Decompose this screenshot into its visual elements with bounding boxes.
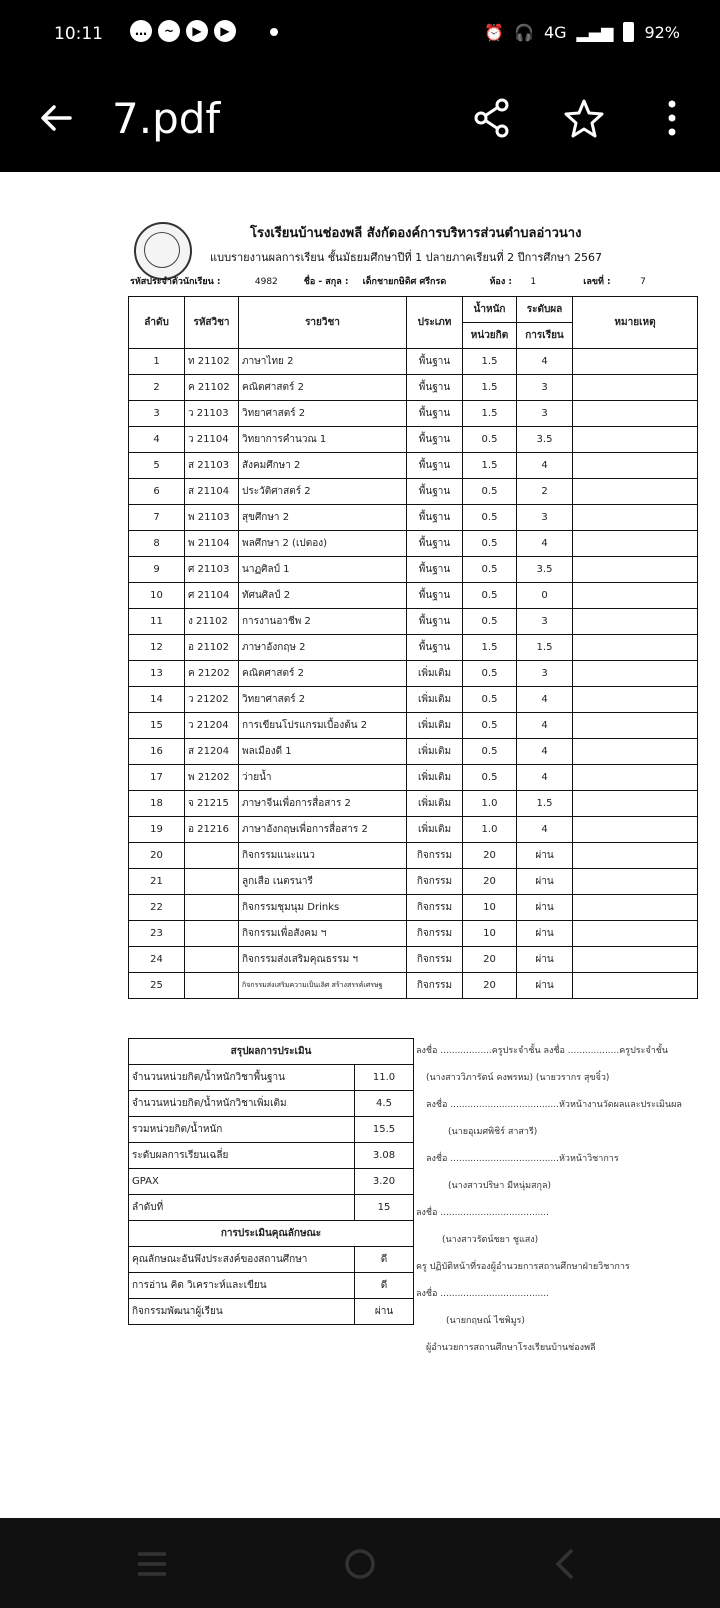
table-row [129,427,698,453]
header-weight: น้ำหนัก [463,297,517,323]
student-info [130,274,646,288]
cell-type: พื้นฐาน [407,531,463,557]
cell-type: เพิ่มเติม [407,817,463,843]
cell-credit: 0.5 [463,713,517,739]
cell-code [185,869,239,895]
cell-subject: ภาษาอังกฤษเพื่อการสื่อสาร 2 [239,817,407,843]
trait-value: ดี [355,1247,414,1273]
table-row [129,375,698,401]
cell-no: 9 [129,557,185,583]
signature-line: (นายอุเมศพิชิร์ สาสารี) [448,1127,538,1137]
battery-icon [623,22,634,42]
cell-no: 15 [129,713,185,739]
cell-code [185,973,239,999]
cell-remark [573,869,698,895]
play-icon: ▶ [214,20,236,42]
cell-remark [573,765,698,791]
share-icon[interactable] [470,96,514,140]
cell-code: ว 21202 [185,687,239,713]
table-row [129,973,698,999]
cell-subject: พลศึกษา 2 (เปตอง) [239,531,407,557]
cell-type: เพิ่มเติม [407,739,463,765]
signature-block [416,1038,706,1362]
summary-value: 15 [355,1195,414,1221]
cell-remark [573,817,698,843]
headset-icon: 🎧 [514,22,534,42]
summary-value: 3.20 [355,1169,414,1195]
recent-apps-icon[interactable] [130,1542,174,1586]
summary-label: จำนวนหน่วยกิต/น้ำหนักวิชาพื้นฐาน [129,1065,355,1091]
home-icon[interactable] [338,1542,382,1586]
name-label: ชื่อ - สกุล : [303,277,349,287]
cell-type: กิจกรรม [407,869,463,895]
room-value: 1 [530,277,537,287]
cell-grade: 4 [517,531,573,557]
cell-grade: 3.5 [517,427,573,453]
table-row [129,505,698,531]
cell-code: จ 21215 [185,791,239,817]
pdf-page[interactable] [0,172,720,1518]
table-row [129,635,698,661]
cell-code [185,895,239,921]
trait-value: ผ่าน [355,1299,414,1325]
cell-subject: กิจกรรมส่งเสริมคุณธรรม ฯ [239,947,407,973]
table-row [129,453,698,479]
student-name: เด็กชายกษิดิศ ศรีกรด [362,277,447,287]
cell-credit: 0.5 [463,505,517,531]
summary-table [128,1038,414,1325]
cell-grade: 1.5 [517,635,573,661]
student-id-label: รหัสประจำตัวนักเรียน : [130,277,221,287]
cell-subject: ทัศนศิลป์ 2 [239,583,407,609]
cell-subject: คณิตศาสตร์ 2 [239,661,407,687]
cell-type: เพิ่มเติม [407,661,463,687]
cell-credit: 1.0 [463,817,517,843]
cell-remark [573,921,698,947]
cell-no: 13 [129,661,185,687]
cell-no: 25 [129,973,185,999]
signature-line: ลงชื่อ ...................................... [416,1289,549,1299]
cell-no: 10 [129,583,185,609]
cell-remark [573,739,698,765]
cell-credit: 1.5 [463,401,517,427]
signature-line: (นางสาวรัตน์ชยา ชูแสง) [442,1235,539,1245]
cell-code: ค 21102 [185,375,239,401]
summary-value: 4.5 [355,1091,414,1117]
cell-remark [573,713,698,739]
cell-grade: 4 [517,817,573,843]
cell-credit: 10 [463,921,517,947]
cell-type: พื้นฐาน [407,505,463,531]
back-icon[interactable] [544,1542,588,1586]
cell-code [185,843,239,869]
table-row [129,817,698,843]
cell-subject: คณิตศาสตร์ 2 [239,375,407,401]
cell-grade: 4 [517,687,573,713]
school-logo [134,222,192,280]
cell-grade: 4 [517,713,573,739]
cell-remark [573,661,698,687]
signature-line: (นางสาววิภารัตน์ คงพรหม) (นายวรากร สุขจิ๋ว) [426,1073,610,1083]
cell-code: ส 21103 [185,453,239,479]
cell-type: กิจกรรม [407,843,463,869]
cell-no: 18 [129,791,185,817]
cell-code: ง 21102 [185,609,239,635]
cell-no: 4 [129,427,185,453]
cell-code [185,947,239,973]
cell-subject: การเขียนโปรแกรมเบื้องต้น 2 [239,713,407,739]
table-row [129,947,698,973]
status-time: 10:11 [54,24,103,44]
traits-title: การประเมินคุณลักษณะ [129,1221,414,1247]
cell-grade: ผ่าน [517,947,573,973]
cell-subject: ภาษาจีนเพื่อการสื่อสาร 2 [239,791,407,817]
cell-grade: 4 [517,765,573,791]
cell-grade: 3 [517,661,573,687]
cell-code: ส 21204 [185,739,239,765]
cell-grade: 4 [517,739,573,765]
cell-grade: ผ่าน [517,895,573,921]
table-row [129,765,698,791]
cell-code: พ 21202 [185,765,239,791]
cell-grade: ผ่าน [517,869,573,895]
cell-grade: 1.5 [517,791,573,817]
cell-remark [573,505,698,531]
cell-remark [573,635,698,661]
cell-no: 20 [129,843,185,869]
cell-subject: กิจกรรมส่งเสริมความเป็นเลิศ สร้างสรรค์เศรษฐ [239,973,407,999]
cell-code: ศ 21104 [185,583,239,609]
navigation-bar [0,1518,720,1608]
cell-code: ว 21204 [185,713,239,739]
summary-label: GPAX [129,1169,355,1195]
table-row [129,869,698,895]
cell-remark [573,479,698,505]
header-remark: หมายเหตุ [573,297,698,349]
cell-code: ว 21103 [185,401,239,427]
trait-label: กิจกรรมพัฒนาผู้เรียน [129,1299,355,1325]
cell-grade: 0 [517,583,573,609]
cell-credit: 20 [463,973,517,999]
cell-grade: 4 [517,453,573,479]
signature-line: ลงชื่อ ..................ครูประจำชั้น ลงชื่อ ..................ครูประจำชั้น [416,1046,669,1056]
cell-code: อ 21216 [185,817,239,843]
cell-remark [573,791,698,817]
header-type: ประเภท [407,297,463,349]
table-row [129,401,698,427]
summary-value: 3.08 [355,1143,414,1169]
cell-type: เพิ่มเติม [407,687,463,713]
cell-credit: 0.5 [463,661,517,687]
alarm-icon: ⏰ [484,22,505,42]
battery-level: 92% [644,22,680,42]
star-icon[interactable] [562,96,606,140]
cell-code: พ 21104 [185,531,239,557]
cell-credit: 0.5 [463,583,517,609]
cell-remark [573,609,698,635]
cell-no: 14 [129,687,185,713]
school-name: โรงเรียนบ้านช่องพลี สังกัดองค์การบริหารส่วนตำบลอ่าวนาง [250,226,582,241]
student-id: 4982 [254,277,278,287]
cell-subject: ภาษาอังกฤษ 2 [239,635,407,661]
table-row [129,791,698,817]
network-type: 4G [543,22,567,42]
cell-code: ค 21202 [185,661,239,687]
cell-subject: นาฏศิลป์ 1 [239,557,407,583]
cell-subject: วิทยาศาสตร์ 2 [239,687,407,713]
summary-value: 11.0 [355,1065,414,1091]
cell-subject: กิจกรรมชุมนุม Drinks [239,895,407,921]
report-title: แบบรายงานผลการเรียน ชั้นมัธยมศึกษาปีที่ 1 ปลายภาคเรียนที่ 2 ปีการศึกษา 2567 [210,251,602,264]
cell-type: กิจกรรม [407,973,463,999]
table-row [129,921,698,947]
cell-type: พื้นฐาน [407,375,463,401]
cell-code: ส 21104 [185,479,239,505]
cell-credit: 0.5 [463,531,517,557]
cell-credit: 0.5 [463,739,517,765]
table-row [129,661,698,687]
grades-table [128,296,698,999]
cell-subject: ว่ายน้ำ [239,765,407,791]
cell-credit: 1.5 [463,635,517,661]
cell-credit: 0.5 [463,557,517,583]
cell-remark [573,973,698,999]
table-row [129,739,698,765]
header-no: ลำดับ [129,297,185,349]
cell-no: 16 [129,739,185,765]
more-notifications-icon [270,28,278,36]
cell-grade: 3 [517,609,573,635]
table-row [129,843,698,869]
trait-label: การอ่าน คิด วิเคราะห์และเขียน [129,1273,355,1299]
signature-line: ผู้อำนวยการสถานศึกษาโรงเรียนบ้านช่องพลี [426,1343,596,1353]
trait-value: ดี [355,1273,414,1299]
cell-subject: พลเมืองดี 1 [239,739,407,765]
cell-subject: ลูกเสือ เนตรนารี [239,869,407,895]
cell-credit: 0.5 [463,479,517,505]
summary-label: ลำดับที่ [129,1195,355,1221]
table-row [129,531,698,557]
cell-type: พื้นฐาน [407,453,463,479]
signal-icon: ▂▄▆ [576,22,614,42]
cell-credit: 0.5 [463,427,517,453]
cell-type: เพิ่มเติม [407,791,463,817]
cell-no: 6 [129,479,185,505]
chat-bubble-icon: … [130,20,152,42]
cell-credit: 0.5 [463,765,517,791]
summary-title: สรุปผลการประเมิน [129,1039,414,1065]
notification-icons [130,20,236,42]
trait-label: คุณลักษณะอันพึงประสงค์ของสถานศึกษา [129,1247,355,1273]
signature-line: ลงชื่อ ......................................หัวหน้าวิชาการ [426,1154,619,1164]
cell-code [185,921,239,947]
cell-subject: สังคมศึกษา 2 [239,453,407,479]
signature-line: ลงชื่อ ...................................... [416,1208,549,1218]
app-bar [0,68,720,172]
status-bar [0,0,720,68]
cell-remark [573,895,698,921]
system-icons [484,22,680,42]
header-subject: รายวิชา [239,297,407,349]
cell-type: พื้นฐาน [407,635,463,661]
more-options-icon[interactable] [650,96,694,140]
summary-label: จำนวนหน่วยกิต/น้ำหนักวิชาเพิ่มเติม [129,1091,355,1117]
cell-code: พ 21103 [185,505,239,531]
header-code: รหัสวิชา [185,297,239,349]
cell-no: 22 [129,895,185,921]
cell-type: พื้นฐาน [407,557,463,583]
cell-credit: 1.5 [463,375,517,401]
cell-grade: 2 [517,479,573,505]
cell-subject: การงานอาชีพ 2 [239,609,407,635]
cell-type: พื้นฐาน [407,479,463,505]
cell-type: พื้นฐาน [407,401,463,427]
back-arrow-icon[interactable] [34,96,78,140]
cell-type: เพิ่มเติม [407,713,463,739]
cell-remark [573,401,698,427]
cell-code: อ 21102 [185,635,239,661]
cell-type: พื้นฐาน [407,427,463,453]
cell-credit: 20 [463,947,517,973]
cell-remark [573,375,698,401]
cell-code: ศ 21103 [185,557,239,583]
header-credit: หน่วยกิต [463,323,517,349]
cell-no: 3 [129,401,185,427]
cell-grade: ผ่าน [517,921,573,947]
cell-code: ท 21102 [185,349,239,375]
cell-remark [573,583,698,609]
signature-line: ครู ปฏิบัติหน้าที่รองผู้อำนวยการสถานศึกษาฝ่ายวิชาการ [416,1262,630,1272]
cell-type: พื้นฐาน [407,609,463,635]
signature-line: (นางสาวปริษา มีหนุ่มสกุล) [448,1181,552,1191]
cell-subject: ภาษาไทย 2 [239,349,407,375]
cell-type: เพิ่มเติม [407,765,463,791]
cell-credit: 1.5 [463,453,517,479]
cell-remark [573,843,698,869]
header-grade: ระดับผล [517,297,573,323]
table-row [129,557,698,583]
table-row [129,609,698,635]
table-row [129,349,698,375]
cell-no: 8 [129,531,185,557]
cell-credit: 20 [463,843,517,869]
cell-remark [573,947,698,973]
cell-subject: กิจกรรมแนะแนว [239,843,407,869]
cell-subject: กิจกรรมเพื่อสังคม ฯ [239,921,407,947]
cell-type: กิจกรรม [407,921,463,947]
cell-type: กิจกรรม [407,895,463,921]
cell-credit: 1.0 [463,791,517,817]
cell-remark [573,427,698,453]
cell-no: 7 [129,505,185,531]
cell-credit: 20 [463,869,517,895]
cell-no: 12 [129,635,185,661]
number-label: เลขที่ : [583,277,611,287]
cell-remark [573,349,698,375]
cell-grade: ผ่าน [517,973,573,999]
number-value: 7 [640,277,646,287]
cell-credit: 1.5 [463,349,517,375]
cell-type: พื้นฐาน [407,583,463,609]
cell-no: 21 [129,869,185,895]
cell-no: 11 [129,609,185,635]
cell-credit: 0.5 [463,609,517,635]
play-icon: ▶ [186,20,208,42]
table-row [129,687,698,713]
cell-grade: ผ่าน [517,843,573,869]
cell-no: 24 [129,947,185,973]
cell-no: 23 [129,921,185,947]
cell-type: พื้นฐาน [407,349,463,375]
table-row [129,895,698,921]
cell-no: 17 [129,765,185,791]
table-row [129,479,698,505]
cell-grade: 3.5 [517,557,573,583]
summary-label: รวมหน่วยกิต/น้ำหนัก [129,1117,355,1143]
summary-value: 15.5 [355,1117,414,1143]
cell-no: 1 [129,349,185,375]
cell-credit: 0.5 [463,687,517,713]
table-row [129,583,698,609]
cell-grade: 4 [517,349,573,375]
cell-remark [573,557,698,583]
summary-label: ระดับผลการเรียนเฉลี่ย [129,1143,355,1169]
cell-no: 5 [129,453,185,479]
signature-line: ลงชื่อ ......................................หัวหน้างานวัดผลและประเมินผล [426,1100,682,1110]
cell-remark [573,531,698,557]
cell-credit: 10 [463,895,517,921]
cell-remark [573,687,698,713]
cell-type: กิจกรรม [407,947,463,973]
cell-no: 19 [129,817,185,843]
cell-grade: 3 [517,505,573,531]
cell-no: 2 [129,375,185,401]
messenger-icon: ~ [158,20,180,42]
cell-grade: 3 [517,401,573,427]
cell-subject: ประวัติศาสตร์ 2 [239,479,407,505]
cell-remark [573,453,698,479]
cell-subject: วิทยาการคำนวณ 1 [239,427,407,453]
cell-grade: 3 [517,375,573,401]
table-row [129,713,698,739]
room-label: ห้อง : [489,277,512,287]
cell-code: ว 21104 [185,427,239,453]
signature-line: (นายกฤษณ์ ไชพิมูร) [446,1316,525,1326]
cell-subject: สุขศึกษา 2 [239,505,407,531]
cell-subject: วิทยาศาสตร์ 2 [239,401,407,427]
document-title: 7.pdf [112,94,221,143]
header-grade-result: การเรียน [517,323,573,349]
